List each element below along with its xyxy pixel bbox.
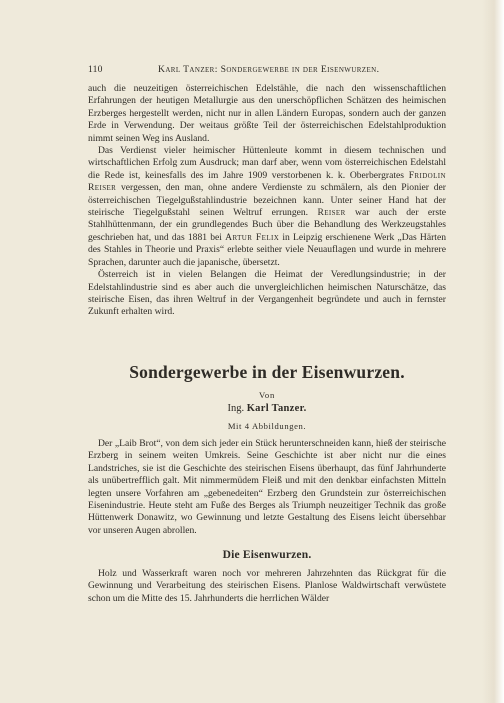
author-line	[88, 403, 446, 414]
byline-von: Von	[258, 390, 276, 400]
figures-note: Mit 4 Abbildungen.	[227, 421, 307, 431]
author-prefix: Ing.	[227, 403, 247, 414]
person-name: Reiser	[317, 207, 346, 219]
previous-article-text	[88, 83, 446, 319]
section-text	[88, 568, 446, 605]
person-name: Artur Felix	[225, 231, 280, 243]
text-run: war auch der erste Stahlhüttenmann, der ein grundlegendes Buch über die Behandlung des Werkzeugstahles geschrieben hat, und das 1881 bei	[88, 207, 446, 243]
paragraph: Holz und Wasserkraft waren noch vor mehreren Jahrzehnten das Rückgrat für die Gewinnung und Verarbeitung des steirischen Eisens. Planlose Waldwirtschaft verwüstete schon um die Mitte des 15. Jahrhunderts die herrlichen Wälder	[88, 568, 446, 604]
section-heading: Die Eisenwurzen.	[222, 549, 312, 561]
text-run: in Leipzig erschienene Werk „Das Härten des Stahles in Theorie und Praxis“ erlebte seither viele Neuauflagen und wurde in mehrere Sprachen, darunter auch die japanische, übersetzt.	[88, 231, 447, 268]
article-intro	[88, 438, 446, 537]
person-name: Fridolin Reiser	[88, 169, 446, 194]
article-title: Sondergewerbe in der Eisenwurzen.	[129, 362, 405, 382]
paragraph: Der „Laib Brot“, von dem sich jeder ein Stück herunterschneiden kann, hieß der steirische Erzberg in seinem weiten Umkreis. Seine Geschichte ist aber nicht nur die eines Landstriches, sie ist die Geschichte des steirischen Eisens überhaupt, das fünf Jahrhunderte als unübertrefflich galt. Mit nimmermüdem Fleiß und mit den denkbar einfachsten Mitteln legten unsere Vorfahren am „gebenedeiten“ Erzberg den Grundstein zur österreichischen Eisenindustrie. Heute steht am Fuße des Berges als Triumph neuzeitiger Technik das große Hüttenwerk Donawitz, wo Gewinnung und letzte Gestaltung des Eisens leicht übersehbar vor unseren Augen abrollen.	[88, 438, 446, 536]
paragraph: Österreich ist in vielen Belangen die Heimat der Veredlungsindustrie; in der Edelstahlindustrie sind es aber auch die unvergleichlichen heimischen Naturschätze, das steirische Eisen, das ihren Weltruf in der Vergangenheit begründete und auch in fernster Zukunft erhalten wird.	[88, 269, 446, 318]
page-number: 110	[88, 64, 103, 75]
author-name: Karl Tanzer.	[246, 403, 307, 414]
page-gutter-shadow	[482, 0, 504, 703]
text-run: vergessen, den man, ohne andere Verdienste zu schmälern, als den Pionier der österreichischen Tiegelgußstahlindustrie bezeichnen kann. Unter seiner Hand hat der steirische Tiegelgußstahl seinen Weltruf errungen.	[88, 182, 446, 219]
paragraph	[88, 145, 446, 269]
text-run: Das Verdienst vieler heimischer Hüttenleute kommt in diesem technischen und wirtschaftlichen Erfolg zum Ausdruck; man darf aber, wenn vom österreichischen Edelstahl die Rede ist, keinesfalls des im Jahre 1909 verstorbenen k. k. Oberbergrates	[88, 145, 446, 181]
running-title: Karl Tanzer: Sondergewerbe in der Eisenwurzen.	[158, 64, 380, 75]
paragraph: auch die neuzeitigen österreichischen Edelstähle, die nach den wissenschaftlichen Erfahrungen der heutigen Metallurgie aus den unerschöpflichen Schätzen des heimischen Erzberges hergestellt werden, nicht nur in allen Ländern Europas, sondern auch der ganzen Erde in Verwendung. Der weitaus größte Teil der österreichischen Edelstahlproduktion nimmt seinen Weg ins Ausland.	[88, 83, 446, 144]
